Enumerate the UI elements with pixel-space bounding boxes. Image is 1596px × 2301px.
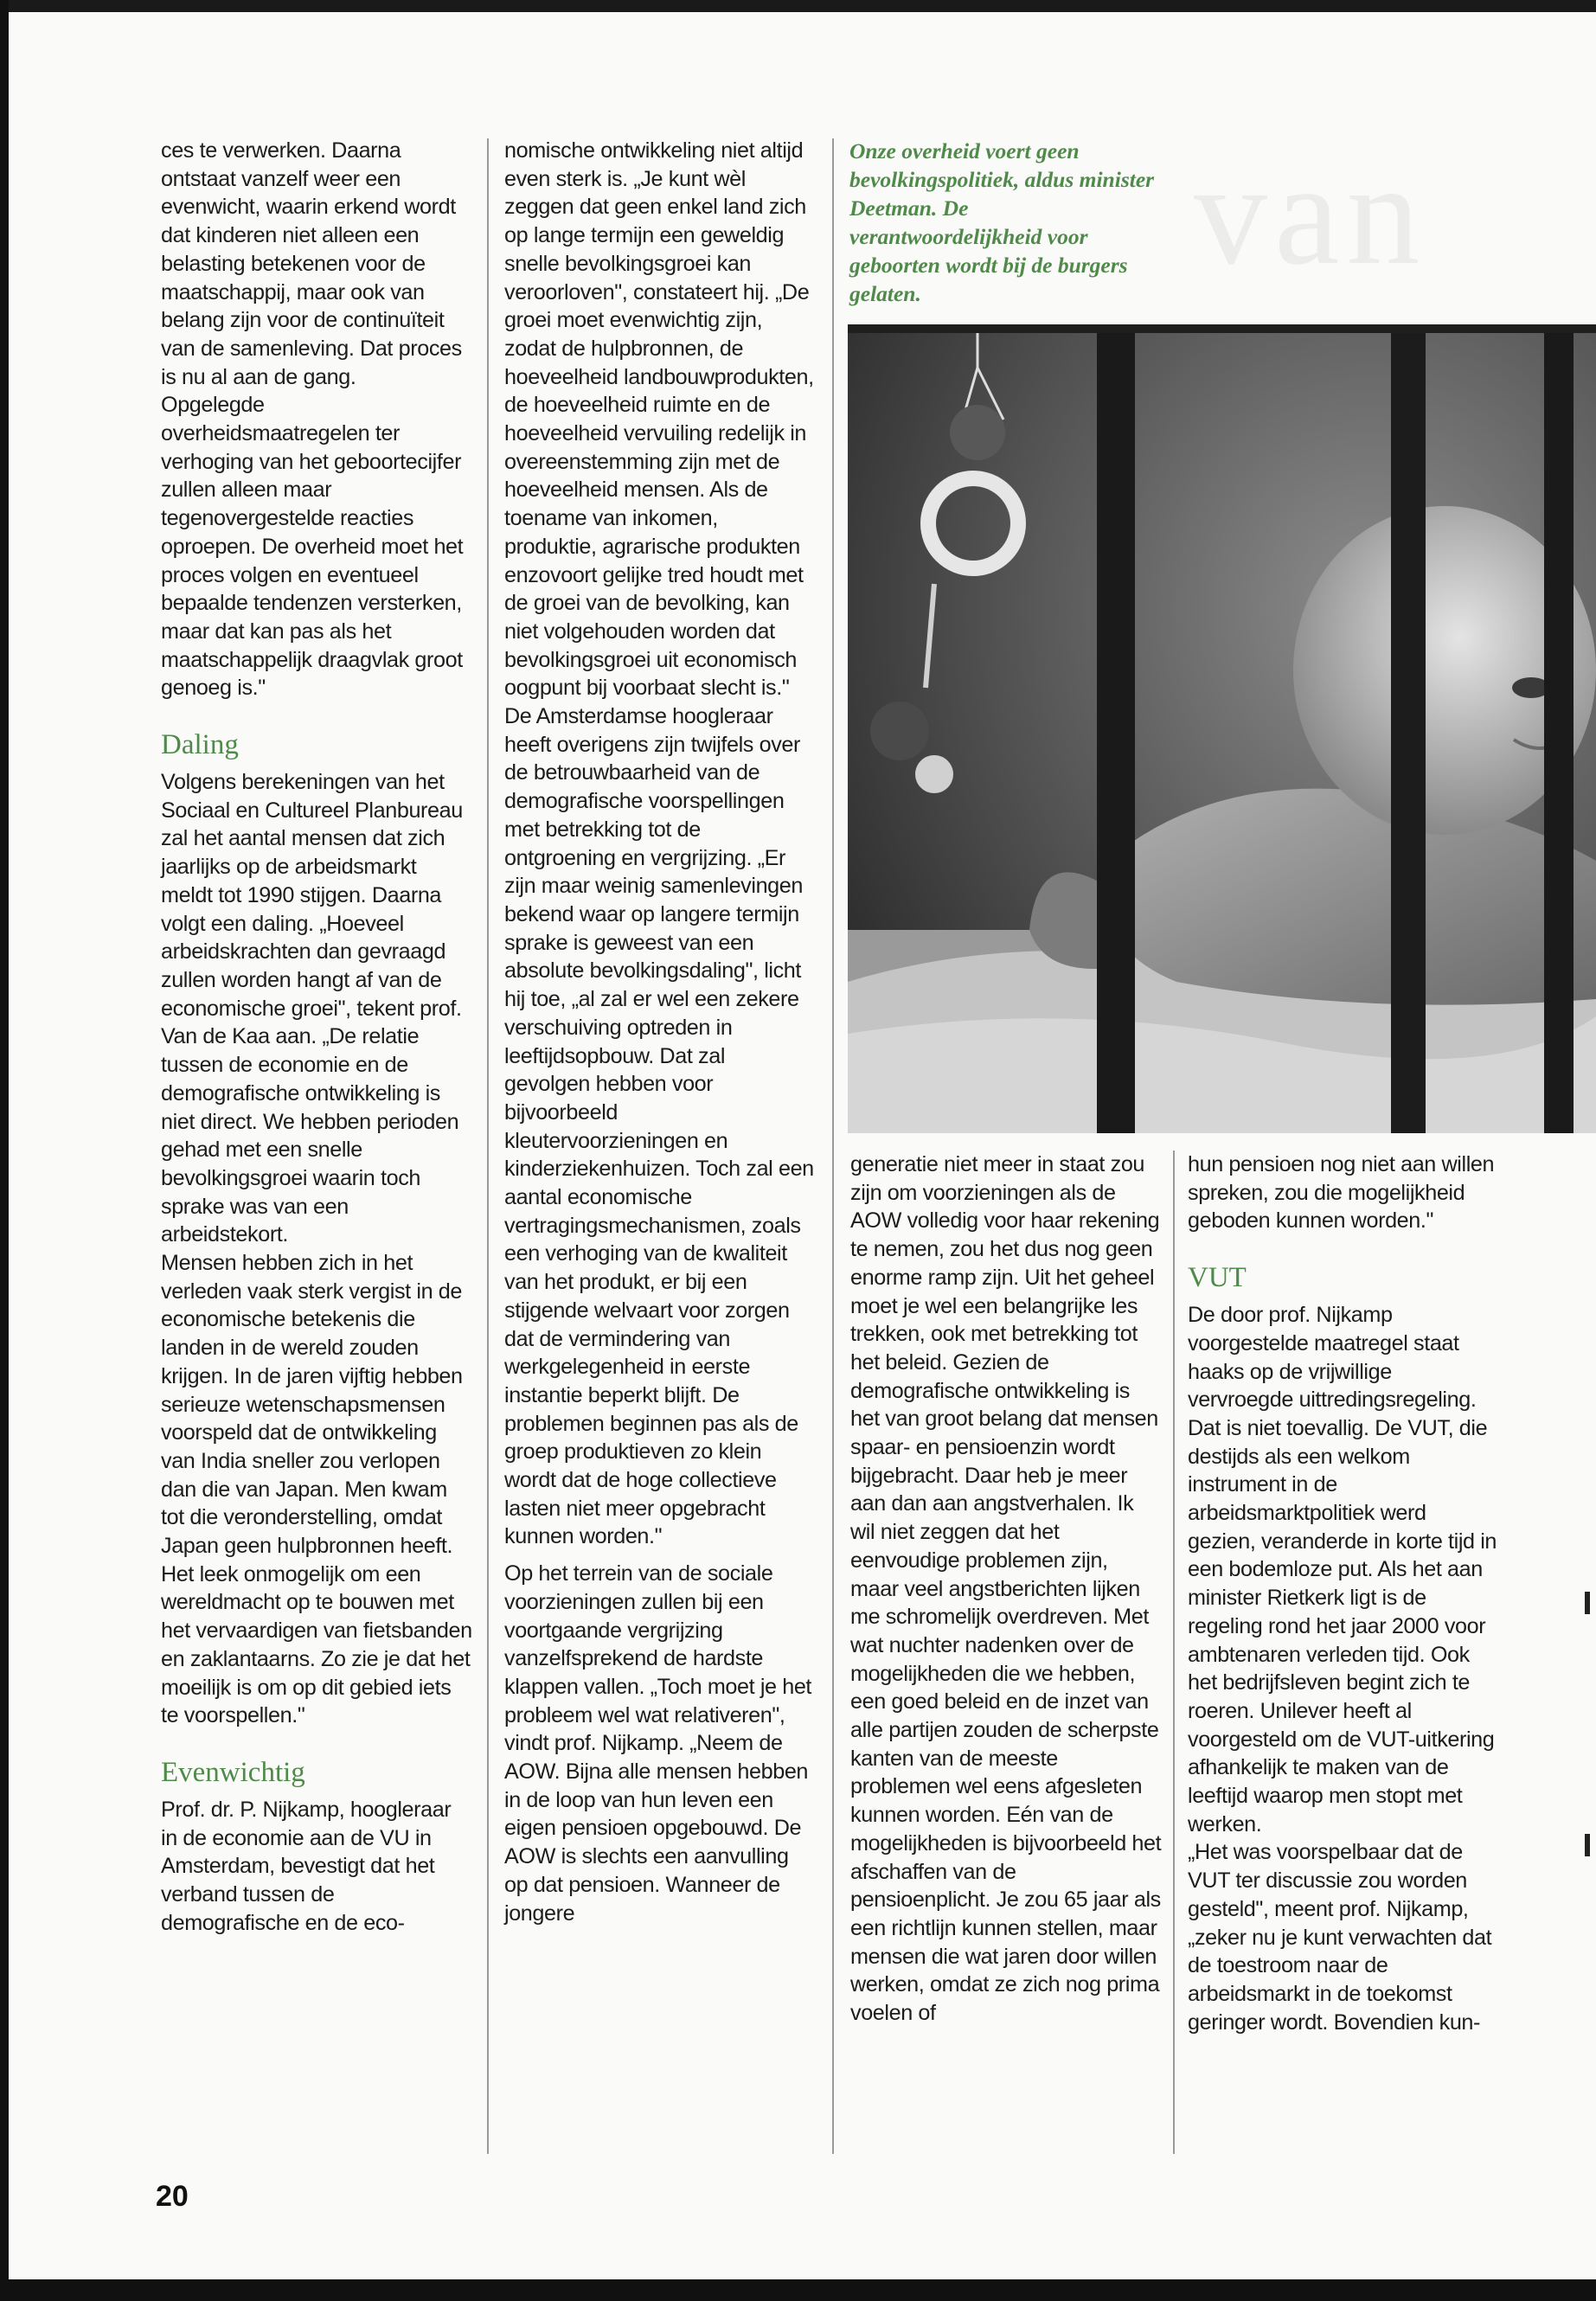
- subheading-daling: Daling: [161, 729, 239, 761]
- subheading-vut: VUT: [1188, 1262, 1247, 1294]
- article-column-1: [161, 137, 472, 1937]
- paragraph: Prof. dr. P. Nijkamp, hoogleraar in de economie aan de VU in Amsterdam, bevestigt dat het verband tussen de demografische en de eco-: [161, 1797, 452, 1935]
- scan-edge-left: [0, 0, 9, 2301]
- paragraph: ces te verwerken. Daarna ontstaat vanzelf weer een evenwicht, waarin erkend wordt dat kinderen niet alleen een belasting betekenen voor de maatschappij, maar ook van belang zijn voor de continuïteit van de samenleving. Dat proces is nu al aan de gang.: [161, 138, 462, 389]
- article-column-3: [850, 1150, 1162, 2028]
- paragraph: generatie niet meer in staat zou zijn om voorzieningen als de AOW volledig voor haar rekening te nemen, zou het dus nog geen enorme ramp zijn. Uit het geheel moet je wel een belangrijke les trekken, ook met betrekking tot het beleid. Gezien de demografische ontwikkeling is het van groot belang dat mensen spaar- en pensioenzin wordt bijgebracht. Daar heb je meer aan dan aan angstverhalen. Ik wil niet zeggen dat het eenvoudige problemen zijn, maar veel angstberichten lijken me schromelijk overdreven. Met wat nuchter nadenken over de mogelijkheden die we hebben, een goed beleid en de inzet van alle partijen zouden de scherpste kanten van de meeste problemen wel eens afgesleten kunnen worden. Eén van de mogelijkheden is bijvoorbeeld het afschaffen van de pensioenplicht. Je zou 65 jaar als een richtlijn kunnen stellen, maar mensen die wat jaren door willen werken, omdat ze zich nog prima voelen of: [850, 1152, 1162, 2026]
- column-rule: [1173, 1150, 1175, 2154]
- paragraph: De Amsterdamse hoogleraar heeft overigens zijn twijfels over de betrouwbaarheid van de demografische voorspellingen met betrekking tot de ontgroening en vergrijzing. „Er zijn maar weinig samenlevingen bekend waar op langere termijn sprake is geweest van een absolute bevolkingsdaling", licht hij toe, „al zal er wel een zekere verschuiving optreden in leeftijdsopbouw. Dat zal gevolgen hebben voor bijvoorbeeld kleutervoorzieningen en kinderziekenhuizen. Toch zal een aantal economische vertragingsmechanismen, zoals een verhoging van de kwaliteit van het produkt, er bij een stijgende welvaart voor zorgen dat de vermindering van werkgelegenheid in eerste instantie beperkt blijft. De problemen beginnen pas als de groep produktieven zo klein wordt dat de hoge collectieve lasten niet meer opgebracht kunnen worden.": [504, 704, 814, 1549]
- baby-photo: [848, 324, 1596, 1133]
- paragraph: hun pensioen nog niet aan willen spreken, zou die mogelijkheid geboden kunnen worden.": [1188, 1152, 1495, 1234]
- column-rule: [487, 138, 489, 2154]
- scan-edge-top: [0, 0, 1596, 12]
- ghost-title-decoration: van: [1194, 132, 1427, 295]
- photo-caption: Onze overheid voert geen bevolkingspolitiek, aldus minister Deetman. De verantwoordelijkheid voor geboorten wordt bij de burgers gelaten.: [849, 138, 1155, 306]
- paragraph: Volgens berekeningen van het Sociaal en Cultureel Planbureau zal het aantal mensen dat zich jaarlijks op de arbeidsmarkt meldt tot 1990 stijgen. Daarna volgt een daling. „Hoeveel arbeidskrachten dan gevraagd zullen worden hangt af van de economische groei", tekent prof. Van de Kaa aan. „De relatie tussen de economie en de demografische ontwikkeling is niet direct. We hebben perioden gehad met een snelle bevolkingsgroei waarin toch sprake was van een arbeidstekort.: [161, 770, 463, 1247]
- paragraph: De door prof. Nijkamp voorgestelde maatregel staat haaks op de vrijwillige vervroegde uittredingsregeling. Dat is niet toevallig. De VUT, die destijds als een welkom instrument in de arbeidsmarktpolitiek werd gezien, veranderde in korte tijd in een bodemloze put. Als het aan minister Rietkerk ligt is de regeling rond het jaar 2000 voor ambtenaren verleden tijd. Ook het bedrijfsleven begint zich te roeren. Unilever heeft al voorgesteld om de VUT-uitkering afhankelijk te maken van de leeftijd waarop men stopt met werken.: [1188, 1303, 1497, 1836]
- paragraph: Opgelegde overheidsmaatregelen ter verhoging van het geboortecijfer zullen alleen maar tegenovergestelde reacties oproepen. De overheid moet het proces volgen en eventueel bepaalde tendenzen versterken, maar dat kan pas als het maatschappelijk draagvlak groot genoeg is.": [161, 393, 464, 701]
- subheading-evenwichtig: Evenwichtig: [161, 1756, 305, 1788]
- article-column-4: [1188, 1150, 1499, 2036]
- page-number: 20: [156, 2180, 189, 2213]
- paragraph: nomische ontwikkeling niet altijd even sterk is. „Je kunt wèl zeggen dat geen enkel land zich op lange termijn een geweldig snelle bevolkingsgroei kan veroorloven", constateert hij. „De groei moet evenwichtig zijn, zodat de hulpbronnen, de hoeveelheid landbouwprodukten, de hoeveelheid ruimte en de hoeveelheid vervuiling redelijk in overeenstemming zijn met de hoeveelheid mensen. Als de toename van inkomen, produktie, agrarische produkten enzovoort gelijke tred houdt met de groei van de bevolking, kan niet volgehouden worden dat bevolkingsgroei uit economisch oogpunt bij voorbaat slecht is.": [504, 138, 814, 701]
- column-rule: [832, 138, 834, 2154]
- trim-mark: [1585, 1834, 1590, 1856]
- trim-mark: [1585, 1592, 1590, 1614]
- scan-edge-bottom: [0, 2279, 1596, 2301]
- paragraph: Op het terrein van de sociale voorzieningen zullen bij een voortgaande vergrijzing vanzelfsprekend de hardste klappen vallen. „Toch moet je het probleem wel wat relativeren", vindt prof. Nijkamp. „Neem de AOW. Bijna alle mensen hebben in de loop van hun leven een eigen pensioen opgebouwd. De AOW is slechts een aanvulling op dat pensioen. Wanneer de jongere: [504, 1561, 812, 1926]
- article-column-2: [504, 137, 816, 1927]
- baby-photo-illustration: [848, 324, 1596, 1133]
- paragraph: „Het was voorspelbaar dat de VUT ter discussie zou worden gesteld", meent prof. Nijkamp, „zeker nu je kunt verwachten dat de toestroom naar de arbeidsmarkt in de toekomst geringer wordt. Bovendien kun-: [1188, 1840, 1492, 2035]
- paragraph: Mensen hebben zich in het verleden vaak sterk vergist in de economische betekenis die landen in de wereld zouden krijgen. In de jaren vijftig hebben serieuze wetenschapsmensen voorspeld dat de ontwikkeling van India sneller zou verlopen dan die van Japan. Men kwam tot die veronderstelling, omdat Japan geen hulpbronnen heeft. Het leek onmogelijk om een wereldmacht op te bouwen met het vervaardigen van fietsbanden en zaklantaarns. Zo zie je dat het moeilijk is om op dit gebied iets te voorspellen.": [161, 1251, 472, 1728]
